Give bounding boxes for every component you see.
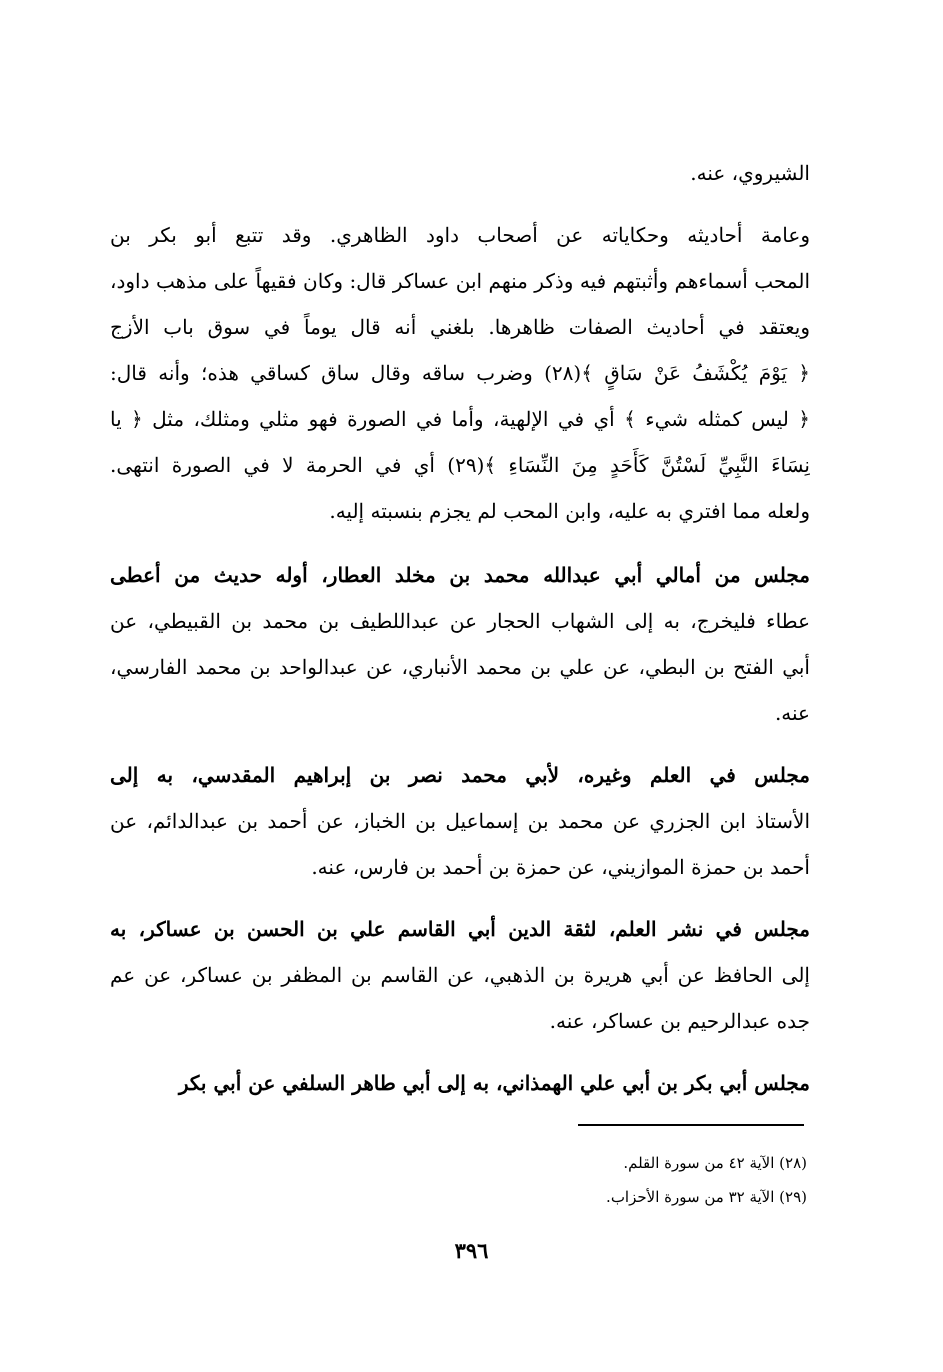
paragraph-1 [110,150,810,196]
text-line: مجلس في العلم وغيره، لأبي محمد نصر بن إبراهيم المقدسي، به إلى [110,763,810,787]
footnote-divider [578,1124,804,1126]
text-line: إلى الحافظ عن أبي هريرة بن الذهبي، عن القاسم بن المظفر بن عساكر، عن عم [110,963,810,987]
text-line: جده عبدالرحيم بن عساكر، عنه. [549,1009,810,1033]
paragraph-2 [110,212,810,534]
text-line: الأستاذ ابن الجزري عن محمد بن إسماعيل بن الخباز، عن أحمد بن عبدالدائم، عن [110,809,810,833]
paragraph-4 [110,752,810,890]
text-line: ﴿ يَوْمَ يُكْشَفُ عَنْ سَاقٍ ﴾(٢٨) وضرب ساقه وقال ساق كساقي هذه؛ وأنه قال: [110,361,810,385]
text-line: مجلس أبي بكر بن أبي علي الهمذاني، به إلى أبي طاهر السلفي عن أبي بكر [178,1071,810,1095]
paragraph-6 [110,1060,810,1106]
text-line: نِسَاءَ النَّبِيِّ لَسْتُنَّ كَأَحَدٍ مِنَ النِّسَاءِ ﴾(٢٩) أي في الحرمة لا في الصورة انتهى. [110,453,810,477]
page-number: ٣٩٦ [454,1238,489,1263]
text-line: ويعتقد في أحاديث الصفات ظاهرها. بلغني أنه قال يوماً في سوق باب الأزج [110,315,810,339]
text-line: الشيروي، عنه. [690,161,810,185]
text-line: وعامة أحاديثه وحكاياته عن أصحاب داود الظاهري. وقد تتبع أبو بكر بن [110,223,810,247]
footnotes [110,1146,807,1214]
footnote-28: (٢٨) الآية ٤٢ من سورة القلم. [623,1154,807,1172]
text-line: مجلس من أمالي أبي عبدالله محمد بن مخلد العطار، أوله حديث من أعطى [110,563,810,587]
paragraph-3 [110,552,810,736]
text-line: مجلس في نشر العلم، لثقة الدين أبي القاسم علي بن الحسن بن عساكر، به [110,917,810,941]
text-line: عنه. [774,701,810,725]
text-line: أحمد بن حمزة الموازيني، عن حمزة بن أحمد بن فارس، عنه. [311,855,810,879]
text-line: أبي الفتح بن البطي، عن علي بن محمد الأنباري، عن عبدالواحد بن محمد الفارسي، [110,655,810,679]
paragraph-5 [110,906,810,1044]
text-line: عطاء فليخرج، به إلى الشهاب الحجار عن عبداللطيف بن محمد بن القبيطي، عن [110,609,810,633]
footnote-29: (٢٩) الآية ٣٢ من سورة الأحزاب. [606,1188,807,1206]
text-line: المحب أسماءهم وأثبتهم فيه وذكر منهم ابن عساكر قال: وكان فقيهاً على مذهب داود، [110,269,810,293]
text-line: ﴿ ليس كمثله شيء ﴾ أي في الإلهية، وأما في الصورة فهو مثلي ومثلك، مثل ﴿ يا [110,407,810,431]
text-line: ولعله مما افتري به عليه، وابن المحب لم يجزم بنسبته إليه. [329,499,810,523]
